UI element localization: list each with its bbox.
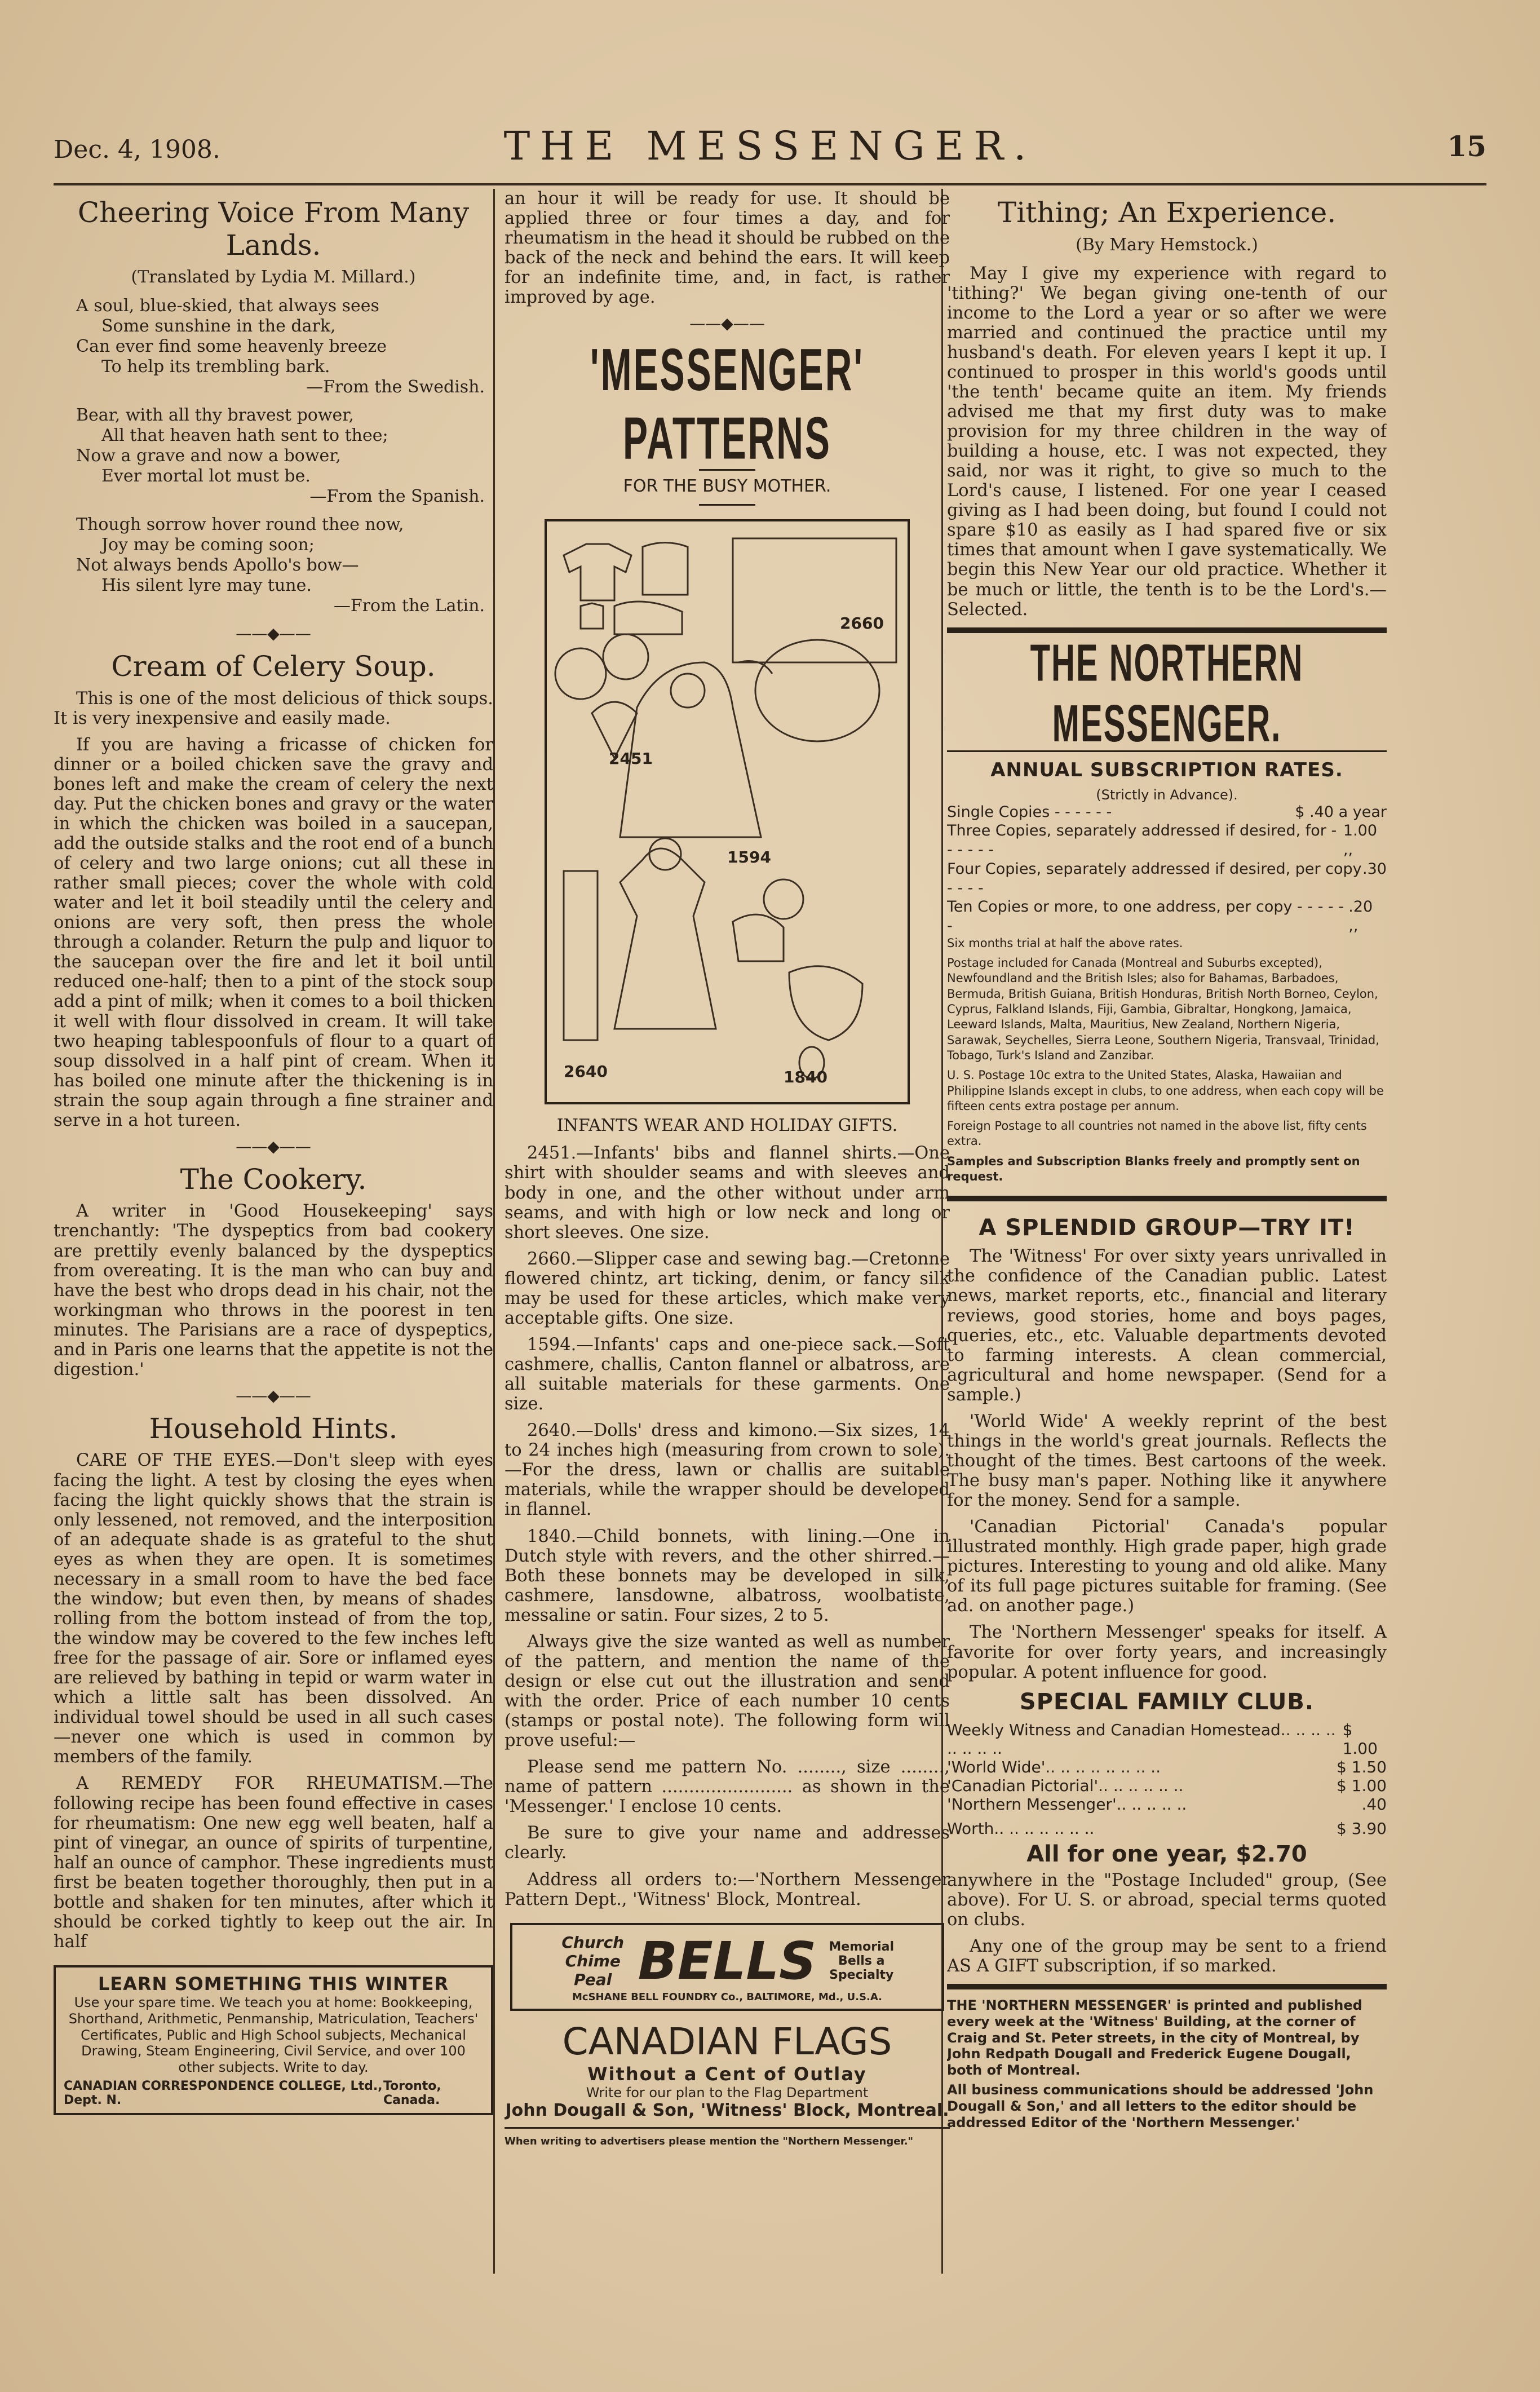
cookery-paragraph: A writer in 'Good Housekeeping' says trenchantly: 'The dyspeptics from bad cookery are prettily evenly balanced by the dyspeptics from overeating. It is the man who can buy and have the best who drops dead in his chair, not the workingman who throws in the poorest in ten minutes. The Parisians are a race of dyspeptics, and in Paris one learns that the appetite is not the digestion.'	[54, 1201, 493, 1380]
postage-included: Postage included for Canada (Montreal and Suburbs excepted), Newfoundland and the British Isles; also for Bahamas, Barbadoes, Bermuda, British Guiana, British Honduras, British North Borneo, Ceylon, Cyprus, Falkland Islands, Fiji, Gambia, Gibraltar, Hongkong, Jamaica, Leeward Islands, Malta, Mauritius, New Zealand, Northern Nigeria, Sarawak, Seychelles, Sierra Leone, Southern Nigeria, Transvaal, Trinidad, Tobago, Turk's Island and Zanzibar.	[947, 956, 1379, 1062]
poem-stanza-1	[76, 296, 493, 397]
club-price: $ 1.00	[1342, 1720, 1378, 1758]
correspondence-college-ad	[54, 1965, 493, 2115]
club-price: $ 1.50	[1336, 1757, 1387, 1776]
flags-title: CANADIAN FLAGS	[562, 2019, 892, 2063]
poem-line: A soul, blue-skied, that always sees	[76, 296, 379, 316]
patterns-title: 'MESSENGER' PATTERNS	[590, 336, 865, 472]
club-label: Weekly Witness and Canadian Homestead.. .. .. .. .. .. .. ..	[947, 1720, 1336, 1758]
hints-paragraph: CARE OF THE EYES.—Don't sleep with eyes facing the light. A test by closing the eyes when facing the light quickly shows that the strain is only lessened, not removed, and the interposition of an adequate shade is as grateful to the shut eyes as when they are open. It is sometimes necessary in a small room to have the bed face the window; but even then, by means of shades rolling from the bottom instead of from the top, the window may be covered to the few inches left free for the passage of air. Sore or inflamed eyes are relieved by bathing in tepid or warm water in which a little salt has been dissolved. An individual towel should be used in all such cases—never one which is used in common by members of the family.	[54, 1451, 493, 1767]
soup-title: Cream of Celery Soup.	[111, 650, 436, 683]
patterns-subtitle: FOR THE BUSY MOTHER.	[623, 476, 831, 497]
pattern-illustration	[545, 519, 910, 1104]
poem-line: Bear, with all thy bravest power,	[76, 405, 354, 425]
pattern-desc-1840: 1840.—Child bonnets, with lining.—One in Dutch style with revers, and the other shirred.—Both these bonnets may be developed in silk, cashmere, lansdowne, albatross, woolbatiste, messaline or satin. Four sizes, 2 to 5.	[505, 1526, 950, 1625]
poem-source: —From the Latin.	[333, 596, 485, 616]
poem-line: All that heaven hath sent to thee;	[101, 426, 388, 445]
order-paragraph: Be sure to give your name and addresses clearly.	[505, 1823, 950, 1863]
witness-paragraph: The 'Witness' For over sixty years unrivalled in the confidence of the Canadian public. Latest news, market reports, etc., financial and literary reviews, good stories, home and boys pages, queries, etc., etc. Valuable departments devoted to farming interests. A clean commercial, agricultural and home newspaper. (Send for a sample.)	[947, 1246, 1387, 1405]
ad-college-name: CANADIAN CORRESPONDENCE COLLEGE, Ltd., Dept. N.	[64, 2079, 383, 2107]
order-form: Please send me pattern No. ........, size ........, name of pattern ........................ as shown in the 'Messenger.' I enclose 10 cents.	[505, 1757, 950, 1817]
ornament-divider: ——◆——	[689, 314, 765, 333]
rate-price: .20 ,,	[1348, 898, 1373, 935]
club-table	[947, 1721, 1387, 1838]
ornament-divider: ——◆——	[236, 624, 311, 643]
club-label: 'Northern Messenger'.. .. .. .. ..	[947, 1794, 1187, 1814]
pattern-desc-1594: 1594.—Infants' caps and one-piece sack.—Soft cashmere, challis, Canton flannel or albatross, are all suitable materials for these garments. One size.	[505, 1334, 950, 1414]
poem-line: To help its trembling bark.	[101, 357, 330, 377]
ornament-divider: ——◆——	[236, 1137, 311, 1156]
flags-ad	[505, 2020, 950, 2147]
poem-line: His silent lyre may tune.	[101, 576, 312, 595]
rate-label: Four Copies, separately addressed if desired, per copy - - - -	[947, 860, 1362, 897]
bells-headline: BELLS	[638, 1930, 817, 1991]
bells-ad	[510, 1923, 944, 2011]
rate-row	[947, 860, 1387, 898]
club-worth: $ 3.90	[1336, 1819, 1387, 1838]
continued-paragraph: an hour it will be ready for use. It should be applied three or four times a day, and for rheumatism in the head it should be rubbed on the back of the neck and behind the ears. It will keep for an indefinite time, and, in fact, is rather improved by age.	[505, 189, 950, 308]
flags-rule	[505, 2127, 950, 2129]
ad-footer	[64, 2079, 483, 2107]
poem-line: Can ever find some heavenly breeze	[76, 337, 387, 356]
samples-note: Samples and Subscription Blanks freely and promptly sent on request.	[947, 1154, 1360, 1184]
ornament-divider: ——◆——	[236, 1386, 311, 1405]
club-price: .40	[1361, 1794, 1387, 1814]
northern-messenger-title: THE NORTHERN MESSENGER.	[1030, 634, 1304, 753]
rate-row	[947, 803, 1387, 822]
club-label: 'World Wide'.. .. .. .. .. .. .. ..	[947, 1757, 1161, 1776]
cookery-title: The Cookery.	[180, 1162, 367, 1196]
advertiser-note: When writing to advertisers please mention the "Northern Messenger."	[505, 2135, 913, 2147]
header-rule	[54, 183, 1486, 185]
club-row	[947, 1721, 1387, 1758]
tithing-byline: (By Mary Hemstock.)	[1076, 235, 1258, 255]
rate-price: .30	[1362, 860, 1387, 878]
section-rule	[947, 1984, 1387, 1989]
rates-table	[947, 803, 1387, 936]
pictorial-paragraph: 'Canadian Pictorial' Canada's popular illustrated monthly. High grade paper, high grade pictures. Interesting to young and old alike. Many of its full page pictures suitable for framing. (See ad. on another page.)	[947, 1517, 1387, 1616]
ad-college-city: Toronto, Canada.	[383, 2079, 441, 2107]
ad-headline: LEARN SOMETHING THIS WINTER	[98, 1973, 449, 1995]
pattern-number-1594: 1594	[727, 848, 771, 867]
soup-paragraph: If you are having a fricasse of chicken for dinner or a boiled chicken save the gravy and bones left and make the cream of celery the next day. Put the chicken bones and gravy or the water in which the chicken was boiled in a saucepan, add the outside stalks and the root end of a bunch of celery and two large onions; cut all these in rather small pieces; cover the whole with cold water and let it boil steadily until the celery and onions are very soft, then press the whole through a colander. Return the pulp and liquor to the saucepan over the fire and let it boil until reduced one-half; then to a pint of the stock soup add a pint of milk; when it comes to a boil thicken it well with flour dissolved in cream. It will take two heaping tablespoonfuls of flour to a quart of soup dissolved in a half pint of cream. When it has boiled one minute after the thickening is in strain the soup again through a fine strainer and serve in a hot tureen.	[54, 735, 493, 1130]
rate-row	[947, 897, 1387, 936]
poem-line: Not always bends Apollo's bow—	[76, 555, 359, 575]
column-rule-1	[493, 189, 495, 2274]
tithing-paragraph: May I give my experience with regard to 'tithing?' We began giving one-tenth of our income to the Lord a year or so after we were married and continued the practice until my husband's death. For eleven years I kept it up. I continued to prosper in this world's goods until 'the tenth' became quite an item. My friends advised me that my first duty was to make provision for my three children in the way of building a house, etc. I was not expected, they said, nor was it right, to give so much to the Lord's cause, I listened. For one year I ceased giving as I had been doing, but found I could not spare $10 as easily as I had spared five or six times that amount when I gave systematically. We begin this New Year our old practice. Whether it be much or little, the tenth is to be the Lord's.—Selected.	[947, 263, 1387, 620]
club-row	[947, 1758, 1387, 1776]
club-worth-label: Worth.. .. .. .. .. .. ..	[947, 1819, 1095, 1838]
masthead-title: THE MESSENGER.	[503, 123, 1037, 169]
pattern-number-2640: 2640	[564, 1062, 608, 1081]
us-postage: U. S. Postage 10c extra to the United States, Alaska, Hawaiian and Philippine Islands except in clubs, to one address, when each copy will be fifteen cents extra postage per annum.	[947, 1068, 1384, 1113]
rates-subtitle: (Strictly in Advance).	[1096, 786, 1238, 803]
rate-label: Ten Copies or more, to one address, per copy - - - - - -	[947, 898, 1344, 935]
poem-line: Now a grave and now a bower,	[76, 446, 341, 466]
poem-line: Joy may be coming soon;	[101, 535, 315, 555]
family-club-title: SPECIAL FAMILY CLUB.	[1019, 1688, 1315, 1715]
section-rule	[947, 1196, 1387, 1201]
pattern-desc-2660: 2660.—Slipper case and sewing bag.—Cretonne flowered chintz, art ticking, denim, or fancy silk may be used for these articles, which make very acceptable gifts. One size.	[505, 1249, 950, 1328]
poem-title: Cheering Voice From Many Lands.	[77, 196, 470, 262]
pattern-desc-2451: 2451.—Infants' bibs and flannel shirts.—One shirt with shoulder seams and with sleeves and body in one, and the other without under arm seams, and with high or low neck and long or short sleeves. One size.	[505, 1143, 950, 1243]
rates-title: ANNUAL SUBSCRIPTION RATES.	[990, 758, 1343, 781]
club-paragraph: Any one of the group may be sent to a friend AS A GIFT subscription, if so marked.	[947, 1936, 1387, 1976]
club-price: $ 1.00	[1336, 1776, 1387, 1795]
club-paragraph: anywhere in the "Postage Included" group, (See above). For U. S. or abroad, special terms quoted on clubs.	[947, 1870, 1387, 1930]
section-rule	[947, 627, 1387, 633]
club-total-row	[947, 1819, 1387, 1838]
rate-row	[947, 821, 1387, 860]
poem-line: Some sunshine in the dark,	[101, 316, 336, 336]
column-1	[54, 189, 493, 2319]
rate-price: $ .40 a year	[1295, 803, 1387, 821]
pattern-number-1840: 1840	[784, 1068, 827, 1087]
flags-address: John Dougall & Son, 'Witness' Block, Montreal.	[505, 2100, 949, 2120]
poem-line: Though sorrow hover round thee now,	[76, 515, 404, 534]
column-2	[505, 189, 950, 2319]
world-wide-paragraph: 'World Wide' A weekly reprint of the best things in the world's great journals. Reflects the thought of the times. Best cartoons of the week. The busy man's paper. Nothing like it anywhere for the money. Send for a sample.	[947, 1411, 1387, 1511]
business-notice: All business communications should be addressed 'John Dougall & Son,' and all letters to the editor should be addressed Editor of the 'Northern Messenger.'	[947, 2081, 1374, 2130]
rate-label: Three Copies, separately addressed if desired, for - - - - - -	[947, 822, 1337, 859]
rates-note: Six months trial at half the above rates.	[947, 936, 1183, 950]
rate-price: 1.00 ,,	[1343, 822, 1378, 859]
poem-source: —From the Spanish.	[309, 487, 485, 506]
pattern-desc-2640: 2640.—Dolls' dress and kimono.—Six sizes, 14 to 24 inches high (measuring from crown to sole).—For the dress, lawn or challis are suitable materials, while the wrapper should be developed in flannel.	[505, 1421, 950, 1520]
issue-date: Dec. 4, 1908.	[54, 135, 220, 164]
hints-title: Household Hints.	[149, 1412, 398, 1445]
flags-subtitle: Without a Cent of Outlay	[587, 2063, 867, 2085]
pattern-sketches	[547, 521, 908, 1102]
club-row	[947, 1776, 1387, 1795]
order-paragraph: Always give the size wanted as well as number of the pattern, and mention the name of the design or else cut out the illustration and send with the order. Price of each number 10 cents (stamps or postal note). The following form will prove useful:—	[505, 1631, 950, 1751]
page-number: 15	[1447, 130, 1486, 163]
club-label: 'Canadian Pictorial'.. .. .. .. .. ..	[947, 1776, 1184, 1795]
page-header	[54, 118, 1486, 175]
ad-body: Use your spare time. We teach you at home: Bookkeeping, Shorthand, Arithmetic, Penmanship, Matriculation, Teachers' Certificates, Public and High School subjects, Mechanical Drawing, Steam Engineering, Civil Service, and over 100 other subjects. Write to day.	[68, 1995, 479, 2076]
club-offer: All for one year, $2.70	[1026, 1841, 1307, 1867]
column-3	[947, 189, 1387, 2319]
hints-paragraph: A REMEDY FOR RHEUMATISM.—The following recipe has been found effective in cases for rheumatism: One new egg well beaten, half a pint of vinegar, an ounce of spirits of turpentine, half an ounce of camphor. These ingredients must first be beaten together thoroughly, then put in a bottle and shaken for ten minutes, after which it should be corked tightly to keep out the air. In half	[54, 1774, 493, 1952]
northern-paragraph: The 'Northern Messenger' speaks for itself. A favorite for over forty years, and increasingly popular. A potent influence for good.	[947, 1622, 1387, 1682]
flags-line: Write for our plan to the Flag Department	[586, 2084, 869, 2101]
poem-line: Ever mortal lot must be.	[101, 466, 311, 486]
bells-right-text: Memorial Bells a Specialty	[829, 1939, 895, 1982]
short-rule	[699, 504, 755, 506]
pattern-number-2451: 2451	[609, 749, 653, 768]
pattern-number-2660: 2660	[840, 614, 884, 633]
poem-byline: (Translated by Lydia M. Millard.)	[131, 267, 416, 287]
poem-stanza-3	[76, 515, 493, 616]
soup-paragraph: This is one of the most delicious of thick soups. It is very inexpensive and easily made.	[54, 688, 493, 728]
bells-foundry: McSHANE BELL FOUNDRY Co., BALTIMORE, Md., U.S.A.	[572, 1991, 882, 2003]
order-address: Address all orders to:—'Northern Messenger Pattern Dept., 'Witness' Block, Montreal.	[505, 1869, 950, 1909]
poem-stanza-2	[76, 405, 493, 507]
poem-source: —From the Swedish.	[306, 377, 485, 397]
imprint: THE 'NORTHERN MESSENGER' is printed and published every week at the 'Witness' Building, at the corner of Craig and St. Peter streets, in the city of Montreal, by John Redpath Dougall and Frederick Eugene Dougall, both of Montreal.	[947, 1997, 1362, 2079]
foreign-postage: Foreign Postage to all countries not named in the above list, fifty cents extra.	[947, 1119, 1367, 1148]
rate-label: Single Copies - - - - - -	[947, 803, 1112, 821]
bells-left-text: Church Chime Peal	[561, 1933, 625, 1989]
tithing-title: Tithing; An Experience.	[997, 196, 1337, 229]
figure-caption: INFANTS WEAR AND HOLIDAY GIFTS.	[556, 1116, 898, 1136]
splendid-group-title: A SPLENDID GROUP—TRY IT!	[979, 1215, 1355, 1241]
club-row	[947, 1795, 1387, 1814]
